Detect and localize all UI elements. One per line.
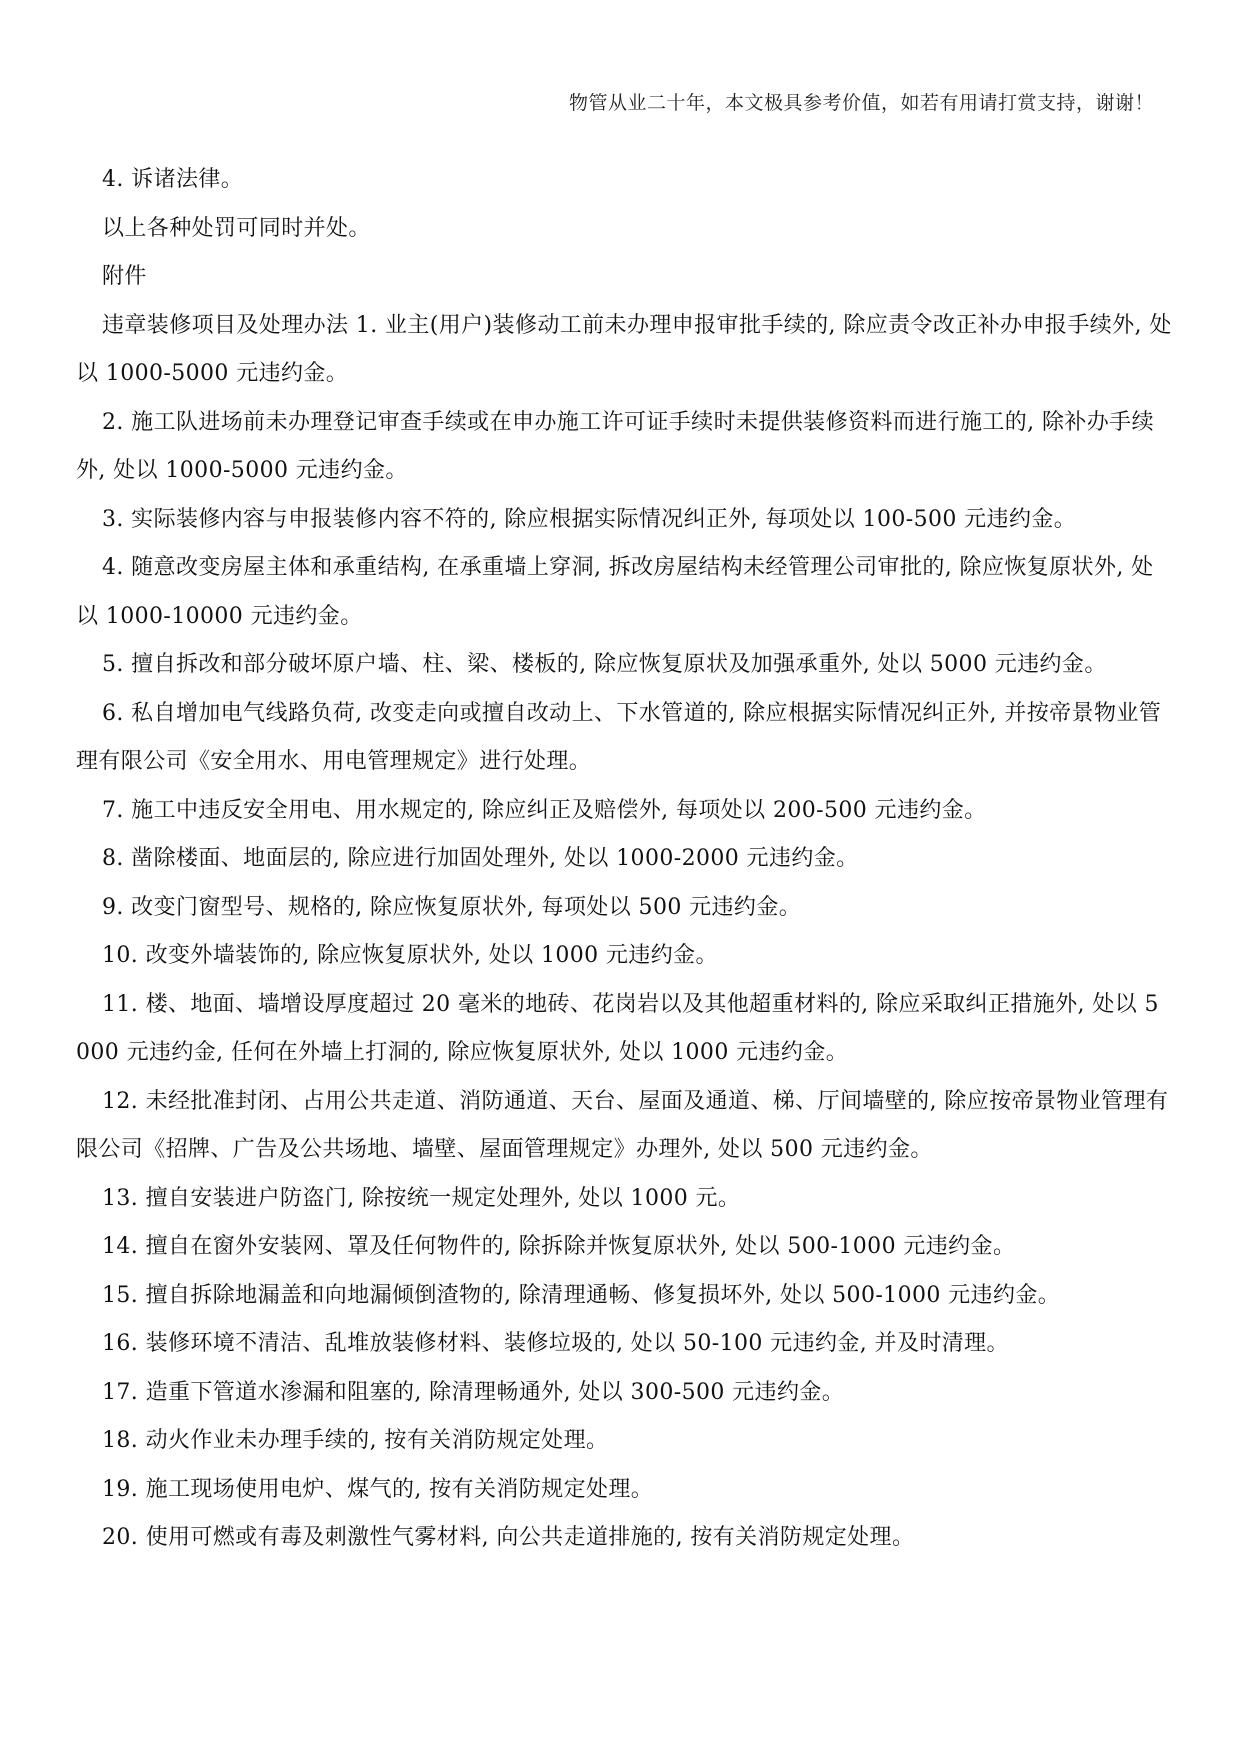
paragraph: 19. 施工现场使用电炉、煤气的, 按有关消防规定处理。 — [102, 1476, 654, 1502]
paragraph: 14. 擅自在窗外安装网、罩及任何物件的, 除拆除并恢复原状外, 处以 500-1000 元违约金。 — [102, 1234, 1016, 1259]
paragraph: 16. 装修环境不清洁、乱堆放装修材料、装修垃圾的, 处以 50-100 元违约金, 并及时清理。 — [102, 1331, 1009, 1356]
paragraph: 5. 擅自拆改和部分破坏原户墙、柱、梁、楼板的, 除应恢复原状及加强承重外, 处以 5000 元违约金。 — [102, 652, 1107, 677]
paragraph: 违章装修项目及处理办法 1. 业主(用户)装修动工前未办理申报审批手续的, 除应责令改正补办申报手续外, 处以 1000-5000 元违约金。 — [76, 312, 1172, 386]
paragraph: 3. 实际装修内容与申报装修内容不符的, 除应根据实际情况纠正外, 每项处以 100-500 元违约金。 — [102, 506, 1077, 532]
paragraph: 12. 未经批准封闭、占用公共走道、消防通道、天台、屋面及通道、梯、厅间墙壁的, 除应按帝景物业管理有限公司《招牌、广告及公共场地、墙壁、屋面管理规定》办理外, 处以 500 元违约金。 — [76, 1088, 1169, 1162]
paragraph: 6. 私自增加电气线路负荷, 改变走向或擅自改动上、下水管道的, 除应根据实际情况纠正外, 并按帝景物业管理有限公司《安全用水、用电管理规定》进行处理。 — [76, 700, 1162, 774]
header-note: 物管从业二十年，本文极具参考价值，如若有用请打赏支持，谢谢！ — [568, 92, 1154, 114]
paragraph: 4. 诉诸法律。 — [102, 167, 244, 192]
paragraph: 8. 凿除楼面、地面层的, 除应进行加固处理外, 处以 1000-2000 元违约金。 — [102, 846, 859, 871]
paragraph: 18. 动火作业未办理手续的, 按有关消防规定处理。 — [102, 1428, 609, 1453]
paragraph: 20. 使用可燃或有毒及刺激性气雾材料, 向公共走道排施的, 按有关消防规定处理。 — [102, 1525, 915, 1550]
paragraph: 17. 造重下管道水渗漏和阻塞的, 除清理畅通外, 处以 300-500 元违约金。 — [102, 1379, 845, 1405]
paragraph: 11. 楼、地面、墙增设厚度超过 20 毫米的地砖、花岗岩以及其他超重材料的, 除应采取纠正措施外, 处以 5000 元违约金, 任何在外墙上打洞的, 除应恢复原状外, 处以 1000 元违约金。 — [76, 991, 1159, 1065]
paragraph: 2. 施工队进场前未办理登记审查手续或在申办施工许可证手续时未提供装修资料而进行施工的, 除补办手续外, 处以 1000-5000 元违约金。 — [76, 409, 1154, 483]
paragraph: 9. 改变门窗型号、规格的, 除应恢复原状外, 每项处以 500 元违约金。 — [102, 894, 802, 920]
paragraph: 13. 擅自安装进户防盗门, 除按统一规定处理外, 处以 1000 元。 — [102, 1185, 741, 1211]
paragraph: 4. 随意改变房屋主体和承重结构, 在承重墙上穿洞, 拆改房屋结构未经管理公司审批的, 除应恢复原状外, 处以 1000-10000 元违约金。 — [76, 555, 1154, 629]
paragraph: 以上各种处罚可同时并处。 — [102, 215, 371, 241]
document-body — [76, 156, 1172, 1563]
paragraph: 7. 施工中违反安全用电、用水规定的, 除应纠正及赔偿外, 每项处以 200-500 元违约金。 — [102, 797, 987, 823]
paragraph: 附件 — [102, 264, 147, 289]
paragraph: 10. 改变外墙装饰的, 除应恢复原状外, 处以 1000 元违约金。 — [102, 943, 718, 968]
paragraph: 15. 擅自拆除地漏盖和向地漏倾倒渣物的, 除清理通畅、修复损坏外, 处以 500-1000 元违约金。 — [102, 1282, 1061, 1308]
